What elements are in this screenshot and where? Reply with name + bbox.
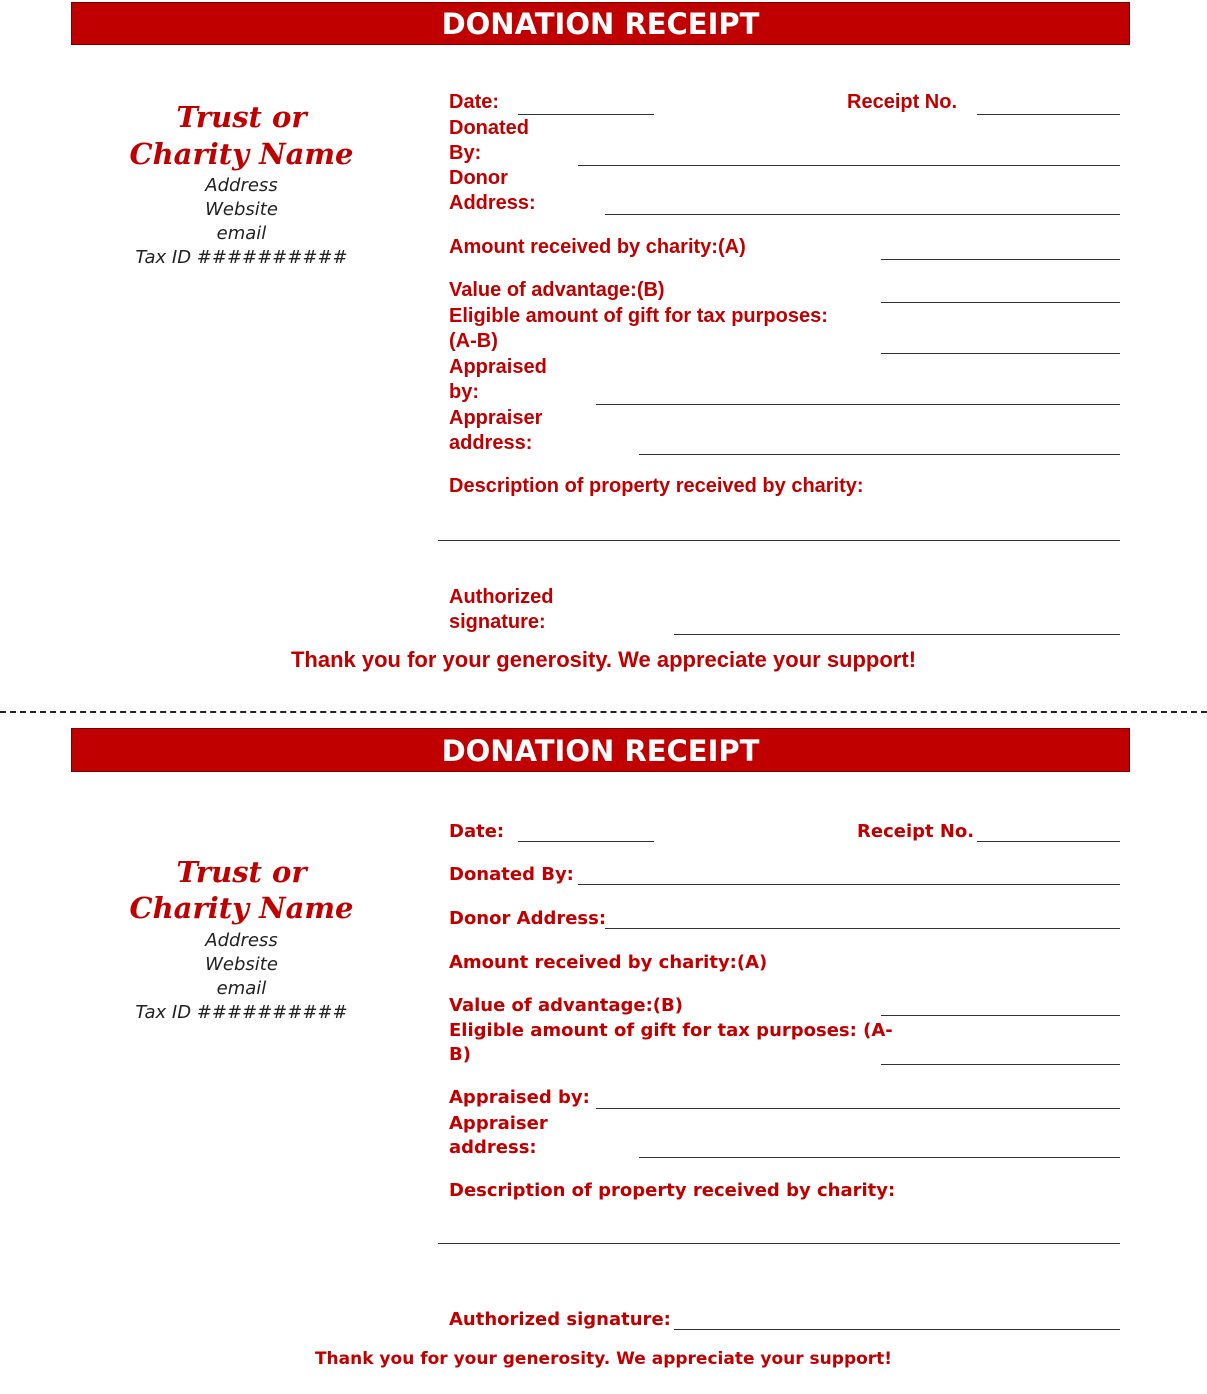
cut-line-divider	[0, 711, 1207, 713]
date-label: Date:	[449, 91, 500, 113]
receipt2-thanks: Thank you for your generosity. We appreciate your support!	[314, 1349, 893, 1369]
appraiser-address-label: Appraiser	[449, 407, 543, 429]
eligible-amount-field[interactable]	[881, 353, 1120, 354]
donor-address-label: Donor Address:	[449, 908, 607, 929]
receipt-no-label: Receipt No.	[857, 821, 975, 842]
org-name-line2: Charity Name	[129, 891, 354, 925]
donated-by-label-2: By:	[449, 142, 482, 164]
signature-label-2: signature:	[449, 611, 546, 633]
org-tax-id: Tax ID ##########	[135, 247, 348, 268]
donated-by-field[interactable]	[578, 884, 1120, 885]
signature-field[interactable]	[674, 1329, 1120, 1330]
appraiser-address-label-2: address:	[449, 432, 533, 454]
org-email: email	[216, 978, 267, 999]
donor-address-field[interactable]	[605, 214, 1120, 215]
org-name-line1: Trust or	[176, 100, 307, 134]
eligible-amount-label: Eligible amount of gift for tax purposes: (A-	[449, 1020, 893, 1041]
value-advantage-field[interactable]	[881, 302, 1120, 303]
receipt-no-label: Receipt No.	[847, 91, 958, 113]
receipt1-thanks: Thank you for your generosity. We appreciate your support!	[290, 647, 917, 672]
receipt-no-field[interactable]	[977, 841, 1120, 842]
appraised-by-label: Appraised	[449, 356, 547, 378]
donor-address-label: Donor	[449, 167, 508, 189]
appraised-by-label-2: by:	[449, 381, 479, 403]
date-field[interactable]	[518, 114, 654, 115]
org-name-line2: Charity Name	[129, 137, 354, 171]
description-field[interactable]	[438, 1243, 1120, 1244]
org-address: Address	[205, 930, 278, 951]
donor-address-field[interactable]	[605, 928, 1120, 929]
appraised-by-label: Appraised by:	[449, 1087, 590, 1108]
value-advantage-label: Value of advantage:(B)	[449, 995, 683, 1016]
date-field[interactable]	[518, 841, 654, 842]
donor-address-label-2: Address:	[449, 192, 536, 214]
amount-received-label: Amount received by charity:(A)	[449, 236, 746, 258]
appraiser-address-label: Appraiser	[449, 1113, 548, 1134]
signature-label: Authorized	[449, 586, 554, 608]
receipt-no-field[interactable]	[977, 114, 1120, 115]
donated-by-label: Donated	[449, 117, 529, 139]
eligible-amount-label-2: B)	[449, 1044, 471, 1065]
appraiser-address-label-2: address:	[449, 1137, 537, 1158]
org-website: Website	[205, 954, 278, 975]
amount-received-field[interactable]	[881, 259, 1120, 260]
value-advantage-label: Value of advantage:(B)	[449, 279, 665, 301]
receipt2-header: DONATION RECEIPT	[71, 728, 1130, 772]
org-address: Address	[205, 175, 278, 196]
org-tax-id: Tax ID ##########	[135, 1002, 348, 1023]
signature-label: Authorized signature:	[449, 1309, 671, 1330]
value-advantage-field[interactable]	[881, 1015, 1120, 1016]
appraiser-address-field[interactable]	[639, 1157, 1120, 1158]
description-label: Description of property received by charity:	[449, 475, 864, 497]
eligible-amount-label-2: (A-B)	[449, 330, 498, 352]
org-email: email	[216, 223, 267, 244]
appraiser-address-field[interactable]	[639, 454, 1120, 455]
amount-received-label: Amount received by charity:(A)	[449, 952, 768, 973]
donated-by-field[interactable]	[578, 165, 1120, 166]
org-website: Website	[205, 199, 278, 220]
signature-field[interactable]	[674, 634, 1120, 635]
description-label: Description of property received by charity:	[449, 1180, 896, 1201]
receipt1-header: DONATION RECEIPT	[71, 2, 1130, 45]
eligible-amount-field[interactable]	[881, 1064, 1120, 1065]
donated-by-label: Donated By:	[449, 864, 574, 885]
eligible-amount-label: Eligible amount of gift for tax purposes:	[449, 305, 828, 327]
org-name-line1: Trust or	[176, 855, 307, 889]
description-field[interactable]	[438, 540, 1120, 541]
appraised-by-field[interactable]	[596, 404, 1120, 405]
appraised-by-field[interactable]	[596, 1108, 1120, 1109]
date-label: Date:	[449, 821, 505, 842]
